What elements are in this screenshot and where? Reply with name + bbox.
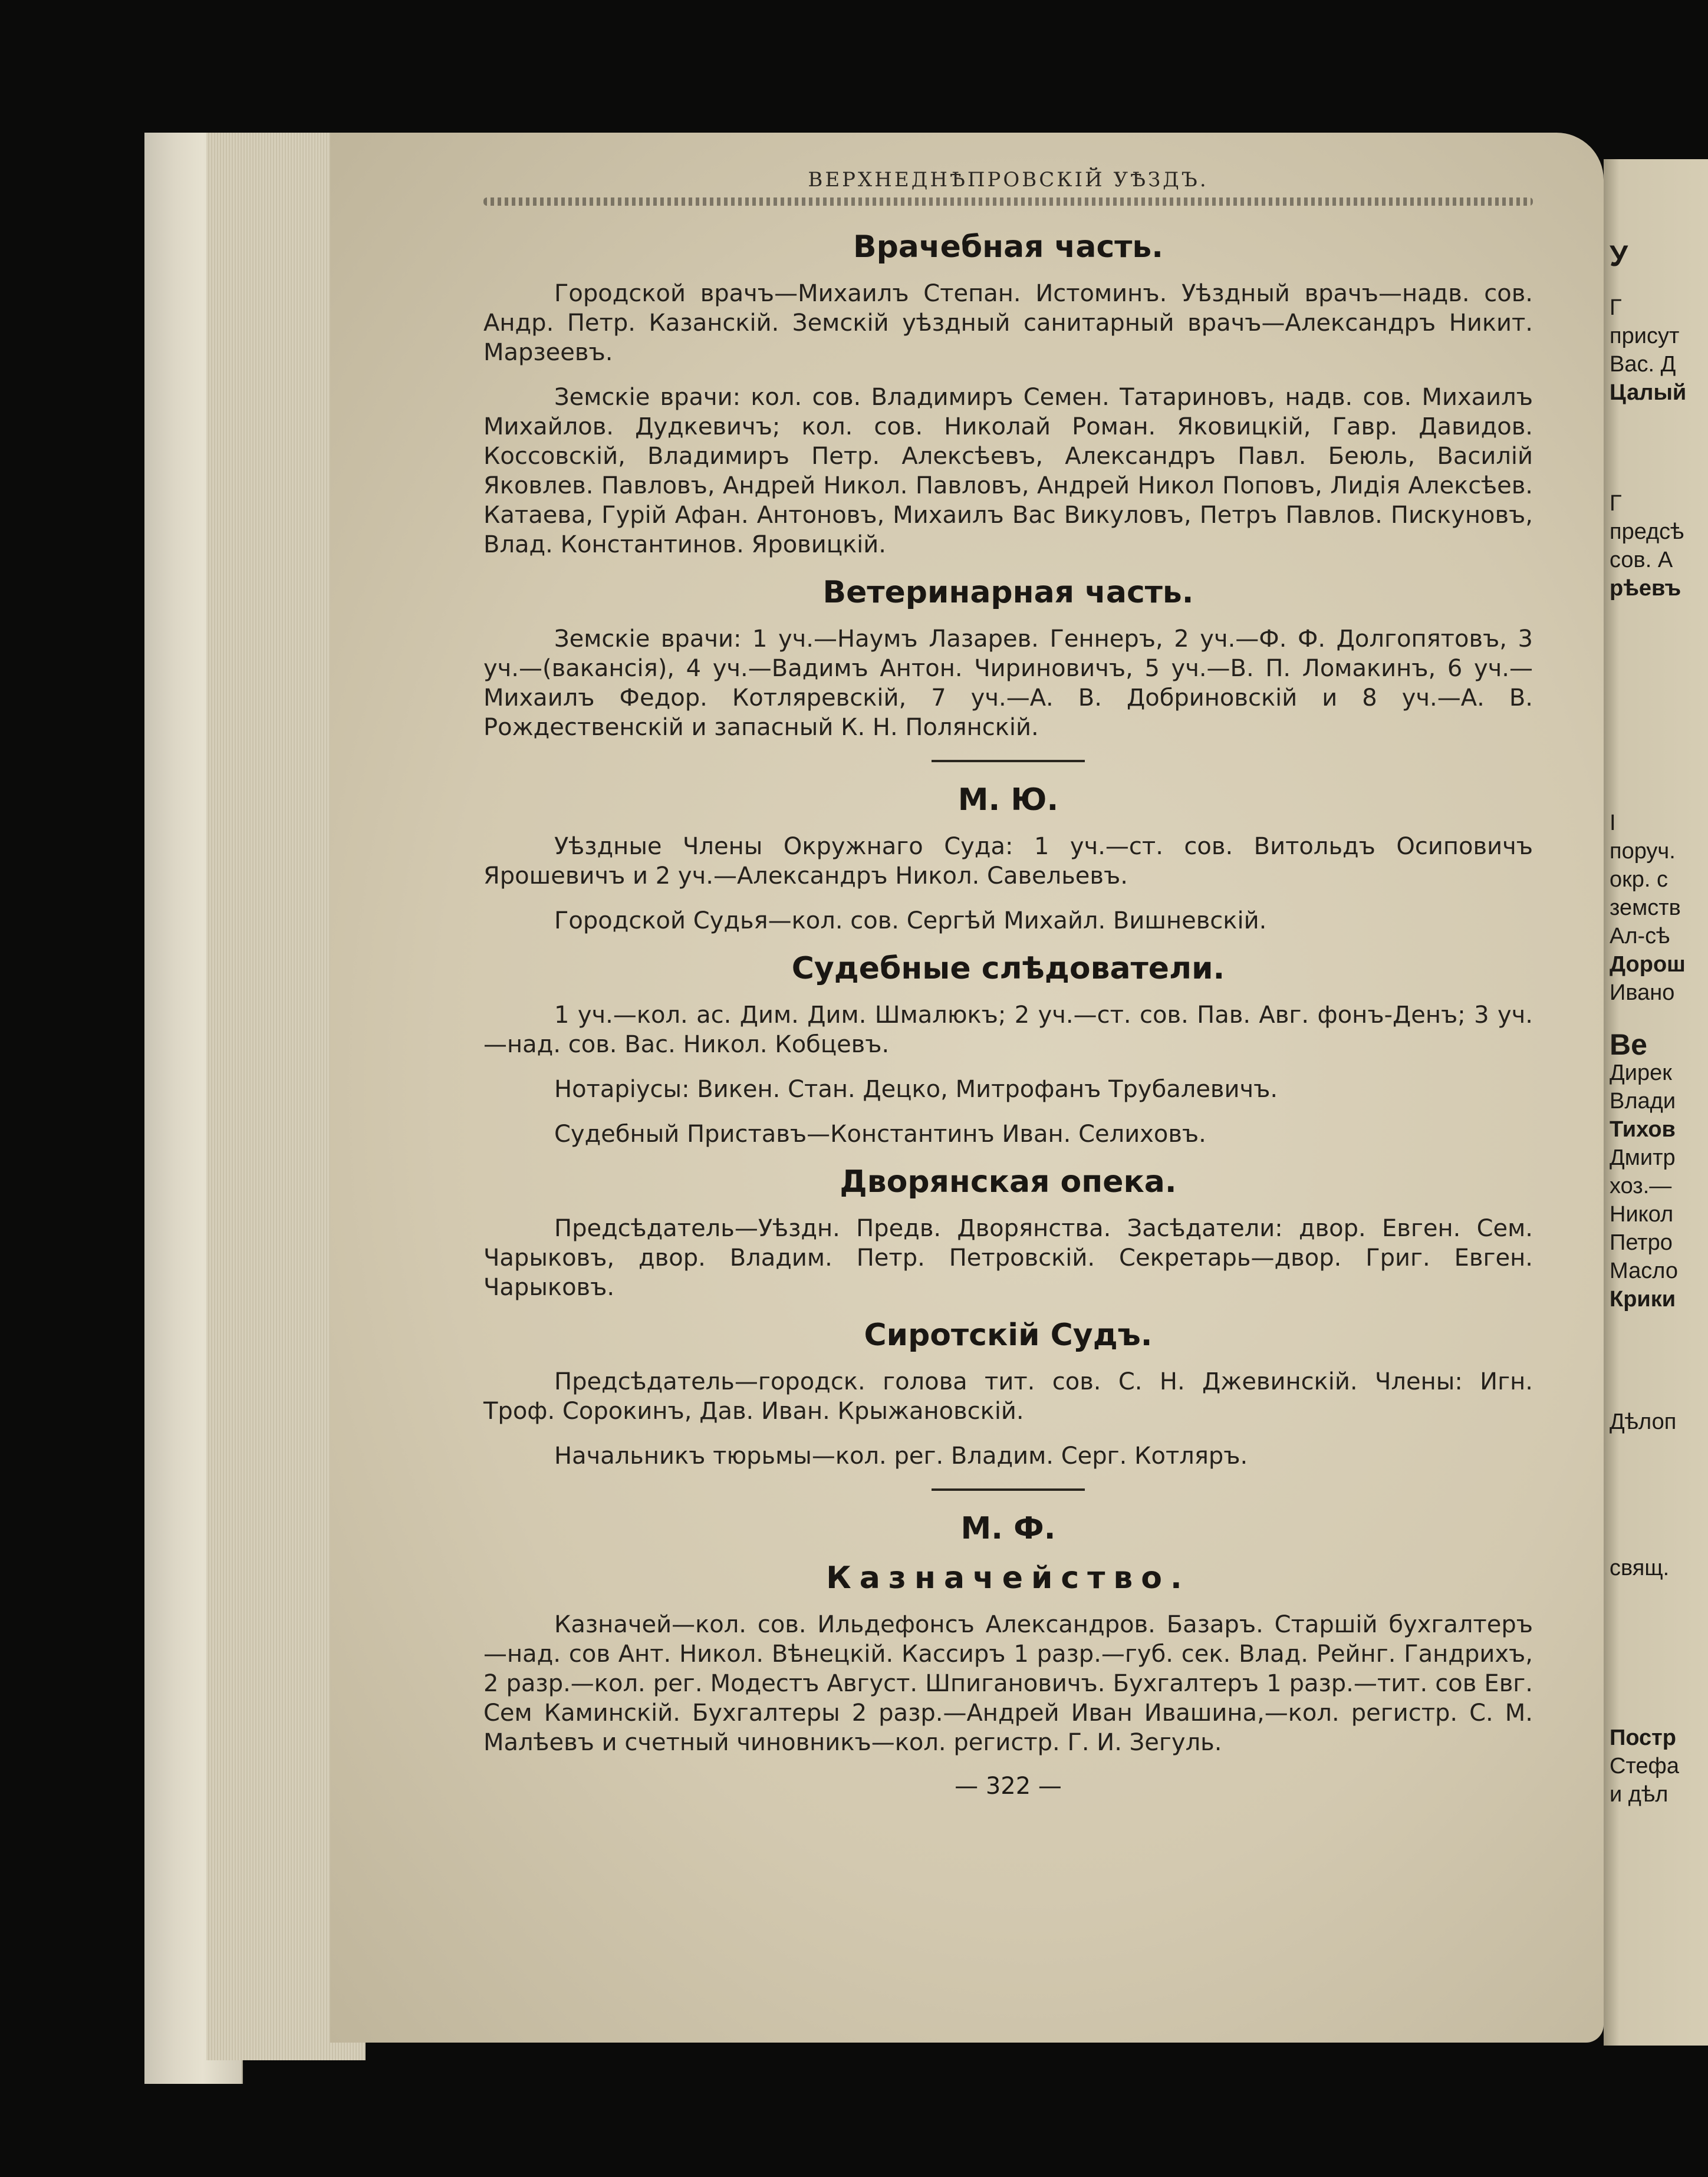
right-page-fragment: хоз.— xyxy=(1610,1174,1672,1198)
right-page-fragment: Вас. Д xyxy=(1610,352,1676,377)
paragraph: Судебный Приставъ—Константинъ Иван. Селиховъ. xyxy=(554,1121,1206,1148)
right-page-edge xyxy=(1604,159,1708,2046)
left-page xyxy=(330,133,1604,2043)
right-page-fragment: Цалый xyxy=(1610,380,1687,405)
right-page-fragment: У xyxy=(1610,239,1628,272)
section-title-sled: Судебные слѣдователи. xyxy=(791,951,1225,986)
paragraph: Городской врачъ—Михаилъ Степан. Истоминъ. Уѣздный врачъ—надв. сов. Андр. Петр. Казанскій. Земскій уѣздный санитарный врачъ—Александръ Никит. Марзеевъ. xyxy=(483,280,1533,366)
right-page-fragment: и дѣл xyxy=(1610,1782,1668,1807)
right-page-fragments xyxy=(1604,239,1708,1809)
paragraph: Казначей—кол. сов. Ильдефонсъ Александров. Базаръ. Старшій бухгалтеръ—над. сов Ант. Никол. Вѣнецкій. Кассиръ 1 разр.—губ. сек. Влад. Рейнг. Гандрихъ, 2 разр.—кол. рег. Модестъ Август. Шпигановичъ. Бухгалтеръ 1 разр.—тит. сов Евг. Сем Каминскій. Бухгалтеры 2 разр.—Андрей Иван Ивашина,—кол. регистр. С. М. Малѣевъ и счетный чиновникъ—кол. регистр. Г. И. Зегуль. xyxy=(483,1611,1533,1756)
page-number: — 322 — xyxy=(955,1773,1062,1800)
right-page-fragment: Дирек xyxy=(1610,1060,1672,1085)
section-title-opeka: Дворянская опека. xyxy=(840,1164,1177,1200)
right-page-fragment: Тихов xyxy=(1610,1117,1676,1142)
paragraph: Городской Судья—кол. сов. Сергѣй Михайл. Вишневскій. xyxy=(554,907,1267,934)
ornamental-rule xyxy=(483,197,1533,206)
section-title-mf: М. Ф. xyxy=(960,1511,1056,1546)
right-page-fragment: Ивано xyxy=(1610,980,1675,1005)
paragraph: Нотаріусы: Викен. Стан. Децко, Митрофанъ Трубалевичъ. xyxy=(554,1076,1278,1103)
right-page-fragment: Крики xyxy=(1610,1287,1676,1312)
running-head: ВЕРХНЕДНѢПРОВСКІЙ УѢЗДЪ. xyxy=(808,168,1209,192)
section-title-mju: М. Ю. xyxy=(957,782,1059,818)
paragraph: Начальникъ тюрьмы—кол. рег. Владим. Серг. Котляръ. xyxy=(554,1442,1248,1470)
right-page-fragment: Ве xyxy=(1610,1028,1647,1061)
right-page-fragment: Влади xyxy=(1610,1089,1676,1114)
section-title-vet: Ветеринарная часть. xyxy=(822,575,1194,610)
paragraph: 1 уч.—кол. ас. Дим. Дим. Шмалюкъ; 2 уч.—ст. сов. Пав. Авг. фонъ-Денъ; 3 уч.—над. сов. Вас. Никол. Кобцевъ. xyxy=(483,1002,1533,1058)
divider xyxy=(932,760,1085,762)
right-page-fragment: І xyxy=(1610,811,1616,835)
section-title-med: Врачебная часть. xyxy=(853,229,1164,265)
right-page-fragment: Г xyxy=(1610,491,1622,516)
right-page-fragment: Постр xyxy=(1610,1725,1676,1750)
right-page-fragment: Петро xyxy=(1610,1230,1673,1255)
right-page-fragment: свящ. xyxy=(1610,1556,1670,1580)
right-page-fragment: Масло xyxy=(1610,1259,1678,1283)
right-page-fragment: земств xyxy=(1610,895,1681,920)
right-page-fragment: окр. с xyxy=(1610,867,1668,892)
divider xyxy=(932,1488,1085,1491)
paragraph: Предсѣдатель—городск. голова тит. сов. С. Н. Джевинскій. Члены: Игн. Троф. Сорокинъ, Дав. Иван. Крыжановскій. xyxy=(483,1368,1533,1425)
page-content xyxy=(483,168,1533,1800)
right-page-fragment: Никол xyxy=(1610,1202,1674,1227)
right-page-fragment: сов. А xyxy=(1610,548,1673,572)
paragraph: Предсѣдатель—Уѣздн. Предв. Дворянства. Засѣдатели: двор. Евген. Сем. Чарыковъ, двор. Владим. Петр. Петровскій. Секретарь—двор. Григ. Евген. Чарыковъ. xyxy=(483,1215,1533,1301)
right-page-fragment: Стефа xyxy=(1610,1754,1679,1779)
right-page-fragment: предсѣ xyxy=(1610,519,1684,544)
right-page-fragment: Ал-сѣ xyxy=(1610,924,1670,948)
right-page-fragment: Г xyxy=(1610,295,1622,320)
section-title-sirot: Сиротскій Судъ. xyxy=(864,1318,1153,1353)
right-page-fragment: присут xyxy=(1610,324,1680,348)
paragraph: Земскіе врачи: 1 уч.—Наумъ Лазарев. Геннеръ, 2 уч.—Ф. Ф. Долгопятовъ, 3 уч.—(вакансія), 4 уч.—Вадимъ Антон. Чириновичъ, 5 уч.—В. П. Ломакинъ, 6 уч.—Михаилъ Федор. Котляревскій, 7 уч.—А. В. Добриновскій и 8 уч.—А. В. Рождественскій и запасный К. Н. Полянскій. xyxy=(483,625,1533,741)
right-page-fragment: Дорош xyxy=(1610,952,1686,977)
right-page-fragment: рѣевъ xyxy=(1610,576,1681,601)
right-page-fragment: Дѣлоп xyxy=(1610,1409,1677,1434)
right-page-fragment: Дмитр xyxy=(1610,1145,1676,1170)
section-subtitle-mf: Казначейство. xyxy=(826,1560,1190,1596)
right-page-fragment: поруч. xyxy=(1610,839,1676,864)
paragraph: Земскіе врачи: кол. сов. Владимиръ Семен. Татариновъ, надв. сов. Михаилъ Михайлов. Дудкевичъ; кол. сов. Николай Роман. Яковицкій, Гавр. Давидов. Коссовскій, Владимиръ Петр. Алексѣевъ, Александръ Павл. Беюль, Василій Яковлев. Павловъ, Андрей Никол. Павловъ, Андрей Никол Поповъ, Лидія Алексѣев. Катаева, Гурій Афан. Антоновъ, Михаилъ Вас Викуловъ, Петръ Павлов. Пискуновъ, Влад. Константинов. Яровицкій. xyxy=(483,384,1533,558)
paragraph: Уѣздные Члены Окружнаго Суда: 1 уч.—ст. сов. Витольдъ Осиповичъ Ярошевичъ и 2 уч.—Александръ Никол. Савельевъ. xyxy=(483,833,1533,890)
